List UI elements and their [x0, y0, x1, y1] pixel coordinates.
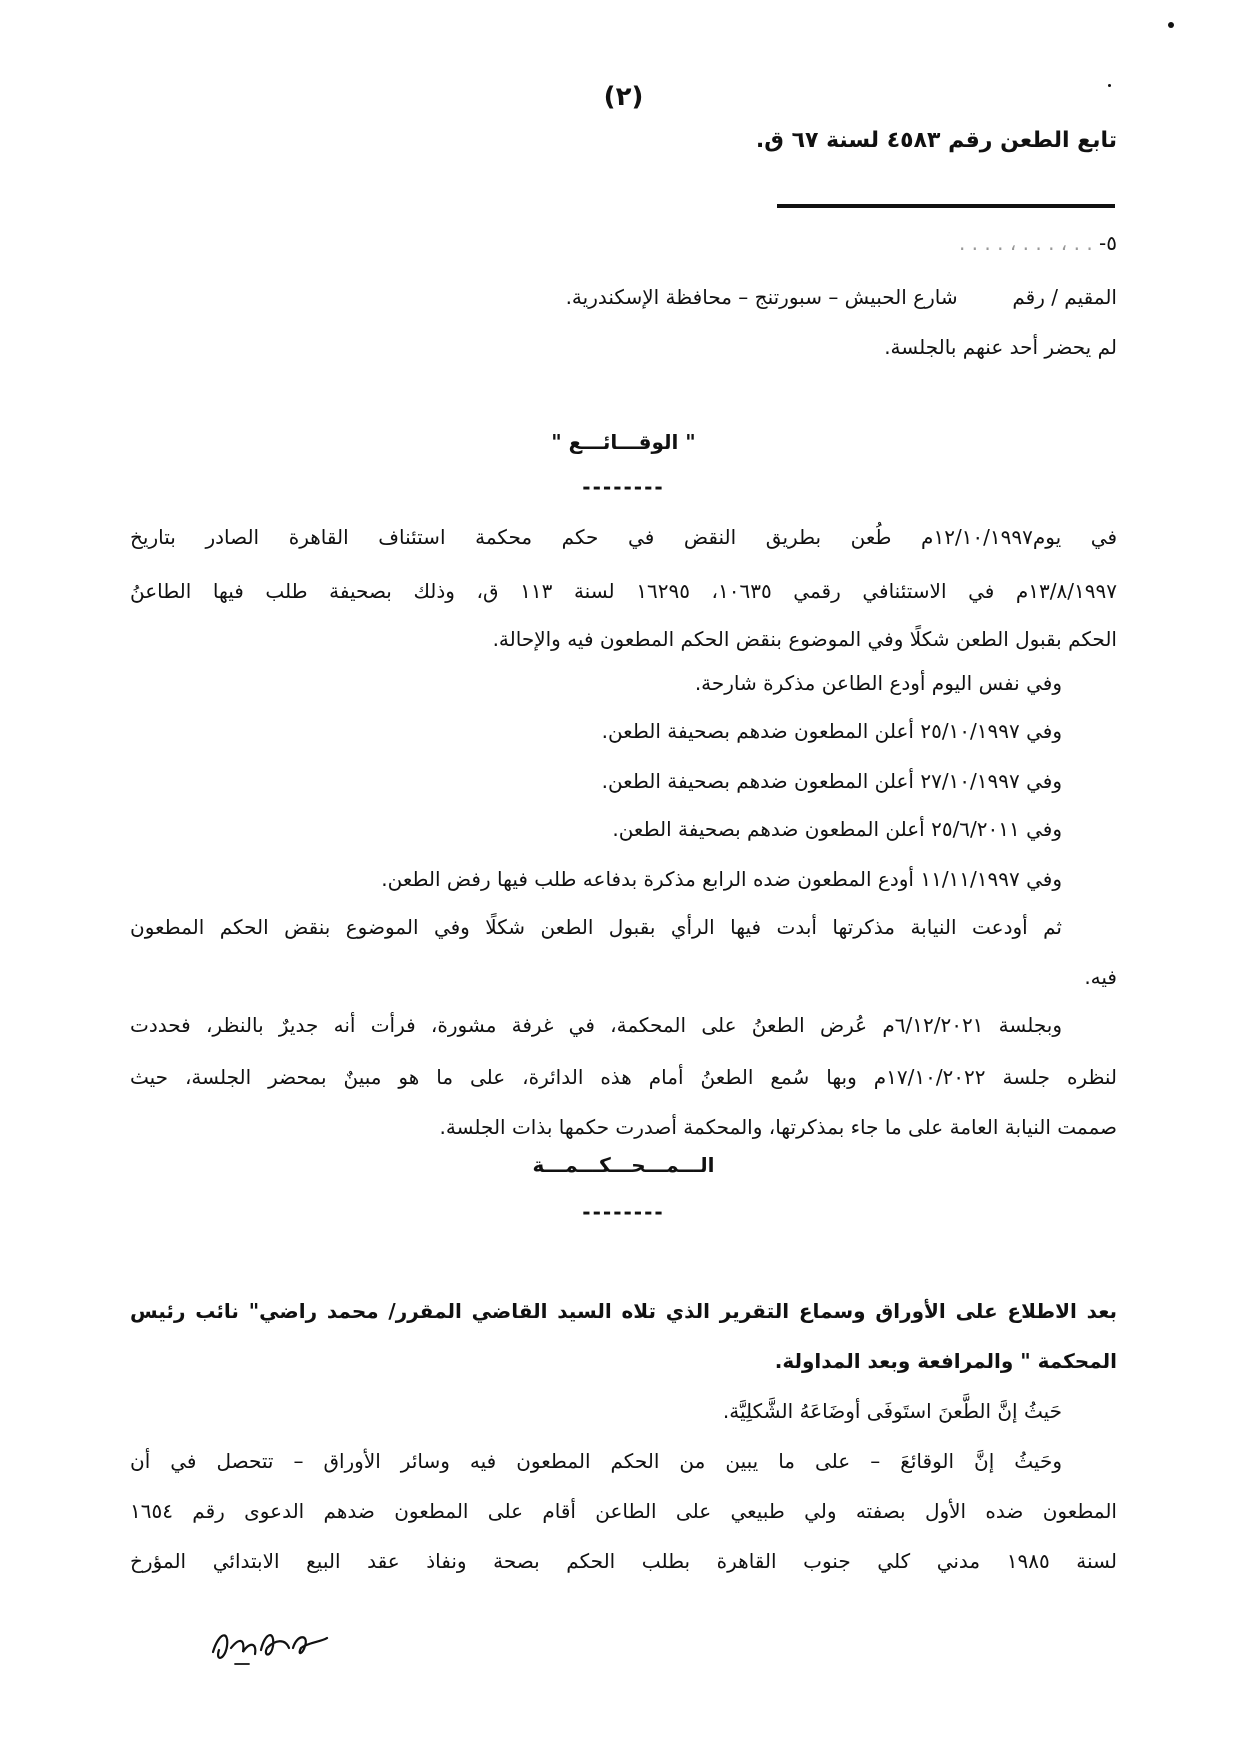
facts-line3: وفي ٢٥/١٠/١٩٩٧ أعلن المطعون ضدهم بصحيفة الطعن.	[601, 719, 1062, 743]
party-5-address	[566, 282, 1117, 312]
address-label: المقيم / رقم	[1012, 285, 1117, 309]
handwritten-signature	[205, 1612, 335, 1672]
facts-line4: وفي ٢٧/١٠/١٩٩٧ أعلن المطعون ضدهم بصحيفة الطعن.	[601, 769, 1062, 793]
facts-p1-line2: ١٣/٨/١٩٩٧م في الاستئنافي رقمي ١٠٦٣٥، ١٦٢٩٥ لسنة ١١٣ ق، وذلك بصحيفة طلب فيها الطاعنُ	[130, 579, 1117, 603]
court-p3-line1: وحَيثُ إنَّ الوقائعَ – على ما يبين من الحكم المطعون فيه وسائر الأوراق – تتحصل في أن	[130, 1449, 1062, 1473]
page-number: (٢)	[603, 82, 644, 112]
facts-line2: وفي نفس اليوم أودع الطاعن مذكرة شارحة.	[694, 671, 1062, 695]
scan-speck	[1168, 22, 1174, 28]
header-rule	[777, 204, 1115, 208]
court-p1-line2: المحكمة " والمرافعة وبعد المداولة.	[774, 1349, 1117, 1373]
absent-note: لم يحضر أحد عنهم بالجلسة.	[884, 335, 1117, 359]
address-street: شارع الحبيش – سبورتنج – محافظة الإسكندرية.	[565, 285, 958, 309]
facts-line7a: ثم أودعت النيابة مذكرتها أبدت فيها الرأي بقبول الطعن شكلًا وفي الموضوع بنقض الحكم المطعون	[130, 915, 1062, 939]
facts-title: " الوقـــائـــع "	[551, 430, 696, 454]
party-5-line	[959, 228, 1117, 258]
facts-dashes: --------	[582, 475, 665, 499]
court-p1-line1: بعد الاطلاع على الأوراق وسماع التقرير الذي تلاه السيد القاضي المقرر/ محمد راضي" نائب رئيس	[130, 1299, 1117, 1323]
court-p3-line2: المطعون ضده الأول بصفته ولي طبيعي على الطاعن أقام على المطعون ضدهم الدعوى رقم ١٦٥٤	[130, 1499, 1117, 1523]
court-p3-line3: لسنة ١٩٨٥ مدني كلي جنوب القاهرة بطلب الحكم بصحة ونفاذ عقد البيع الابتدائي المؤرخ	[130, 1549, 1117, 1573]
redacted-name: . . ، . . . ، . . . .	[958, 231, 1093, 255]
court-dashes: --------	[582, 1200, 665, 1224]
facts-line6: وفي ١١/١١/١٩٩٧ أودع المطعون ضده الرابع مذكرة بدفاعه طلب فيها رفض الطعن.	[381, 867, 1062, 891]
facts-p8-line1: وبجلسة ٦/١٢/٢٠٢١م عُرض الطعنُ على المحكمة، في غرفة مشورة، فرأت أنه جديرٌ بالنظر، فحددت	[130, 1013, 1062, 1037]
facts-p1-line3: الحكم بقبول الطعن شكلًا وفي الموضوع بنقض الحكم المطعون فيه والإحالة.	[492, 627, 1117, 651]
court-p2: حَيثُ إنَّ الطَّعنَ استَوفَى أوضَاعَهُ الشَّكلِيَّة.	[722, 1399, 1062, 1423]
facts-line5: وفي ٢٥/٦/٢٠١١ أعلن المطعون ضدهم بصحيفة الطعن.	[612, 817, 1062, 841]
case-header: تابع الطعن رقم ٤٥٨٣ لسنة ٦٧ ق.	[755, 128, 1117, 153]
facts-p8-line3: صممت النيابة العامة على ما جاء بمذكرتها، والمحكمة أصدرت حكمها بذات الجلسة.	[439, 1115, 1117, 1139]
party-5-prefix: ٥-	[1099, 231, 1117, 255]
facts-p8-line2: لنظره جلسة ١٧/١٠/٢٠٢٢م وبها سُمع الطعنُ أمام هذه الدائرة، على ما هو مبينٌ بمحضر الجلسة، حيث	[130, 1065, 1118, 1089]
court-title: الـــمـــحـــكـــمـــة	[532, 1153, 715, 1177]
facts-line7b: فيه.	[1084, 965, 1117, 989]
facts-p1-line1: في يوم١٢/١٠/١٩٩٧م طُعن بطريق النقض في حكم محكمة استئناف القاهرة الصادر بتاريخ	[130, 525, 1118, 549]
